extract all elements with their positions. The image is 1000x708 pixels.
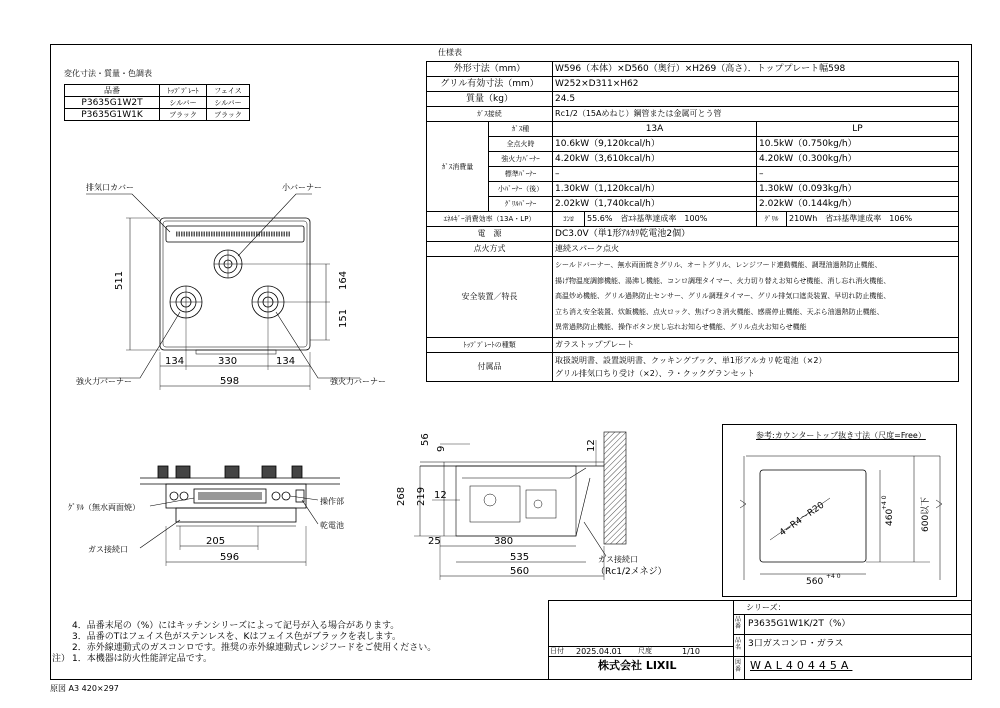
dim-25: 25 (428, 536, 441, 547)
cutout-600: 600以下 (921, 496, 931, 532)
spec-row-13a: 4.20kW（3,610kcal/h） (553, 152, 757, 167)
label-hinmei: 品名 (735, 637, 742, 651)
spec-row-label: 小ﾊﾞｰﾅｰ（後） (489, 182, 553, 197)
spec-acc-label: 付属品 (427, 353, 553, 382)
spec-row-lp: 2.02kW（0.144kg/h） (757, 197, 959, 212)
date-value: 2025.04.01 (576, 647, 622, 656)
spec-eff-grill: ｸﾞﾘﾙ (757, 212, 787, 227)
spec-gasconn-label: ｶﾞｽ接続 (427, 107, 553, 122)
cutout-title: 参考:カウンタートップ抜き寸法（尺度=Free） (756, 431, 926, 440)
spec-grill-label: グリル有効寸法（mm） (427, 77, 553, 92)
label-zuban: 図番 (735, 659, 742, 673)
date-label: 日付 (550, 647, 564, 655)
spec-power-label: 電 源 (427, 227, 553, 242)
label-side-gas-port: ガス接続口 (598, 555, 638, 564)
label-hinban: 品番 (735, 616, 742, 630)
spec-row-lp: – (757, 167, 959, 182)
spec-row-label: ｸﾞﾘﾙﾊﾞｰﾅｰ (489, 197, 553, 212)
cutout-460: 460 (885, 508, 895, 526)
spec-title: 仕様表 (438, 48, 462, 57)
variants-row-model: P3635G1W1K (65, 109, 160, 121)
note-4: 4．品番末尾の（%）にはキッチンシリーズによって記号が入る場合があります。 (72, 621, 400, 631)
spec-ign-label: 点火方式 (427, 242, 553, 257)
spec-eff-grill-value: 210Wh 省ｴﾈ基準達成率 106% (787, 212, 959, 227)
spec-row-lp: 1.30kW（0.093kg/h） (757, 182, 959, 197)
spec-row-label: 全点火時 (489, 137, 553, 152)
spec-gas-13a: 13A (553, 122, 757, 137)
dim-596: 596 (220, 552, 240, 563)
title-block (548, 600, 972, 680)
variants-row-top: ブラック (160, 109, 207, 121)
spec-dims-label: 外形寸法（mm） (427, 62, 553, 77)
dim-12-top: 12 (586, 439, 597, 452)
label-side-rc: （Rc1/2メネジ） (596, 567, 667, 577)
label-strong-left: 強火力バーナー (76, 377, 132, 386)
label-ops: 操作部 (320, 497, 344, 506)
variants-row-face: シルバー (207, 97, 250, 109)
variants-header-face: フェイス (207, 85, 250, 97)
note-1: 1．本機器は防火性能評定品です。 (72, 654, 213, 664)
label-small-burner: 小バーナー (282, 183, 322, 192)
spec-gastype-label: ｶﾞｽ種 (489, 122, 553, 137)
spec-eff-label: ｴﾈﾙｷﾞｰ消費効率（13A・LP） (427, 212, 553, 227)
variants-title: 変化寸法・質量・色調表 (64, 69, 152, 78)
safety-line: 異常過熱防止機能、操作ボタン戻し忘れお知らせ機能、グリル点火お知らせ機能 (555, 323, 807, 332)
spec-row-lp: 10.5kW（0.750kg/h） (757, 137, 959, 152)
spec-safety-label: 安全装置／特長 (427, 257, 553, 338)
dim-598: 598 (220, 376, 240, 387)
dim-151: 151 (338, 308, 349, 328)
note-2: 2．赤外線連動式のガスコンロです。推奨の赤外線連動式レンジフードをご使用ください。 (72, 643, 437, 653)
spec-mass-value: 24.5 (553, 92, 959, 107)
spec-row-13a: 2.02kW（1,740kcal/h） (553, 197, 757, 212)
dim-205: 205 (206, 536, 226, 547)
spec-power-value: DC3.0V（単1形ｱﾙｶﾘ乾電池2個） (553, 227, 959, 242)
company-name: 株式会社 LIXIL (598, 659, 677, 672)
dim-134-left: 134 (165, 356, 185, 367)
spec-gasconn-value: Rc1/2（15Aめねじ）鋼管または金属可とう管 (553, 107, 959, 122)
label-exhaust: 排気口カバー (86, 183, 134, 192)
dim-134-right: 134 (276, 356, 296, 367)
variants-row-model: P3635G1W2T (65, 97, 160, 109)
safety-line: 高温炒め機能、グリル過熱防止センサー、グリル調理タイマー、グリル排気口遮炎装置、早切れ防止機能、 (555, 292, 891, 301)
label-front-gas-port: ガス接続口 (88, 545, 128, 554)
note-3: 3．品番のTはフェイス色がステンレスを、Kはフェイス色がブラックを表します。 (72, 632, 402, 642)
dim-560: 560 (510, 566, 530, 577)
spec-grill-value: W252×D311×H62 (553, 77, 959, 92)
notes-prefix: 注） (52, 654, 71, 664)
dim-219: 219 (416, 486, 427, 506)
dim-535: 535 (510, 552, 530, 563)
label-strong-right: 強火力バーナー (330, 377, 386, 386)
safety-line: シールドバーナー、無水両面焼きグリル、オートグリル、レンジフード連動機能、調理油過熱防止機能、 (555, 261, 882, 270)
spec-dims-value: W596（本体）×D560（奥行）×H269（高さ）．トッププレート幅598 (553, 62, 959, 77)
series-label: シリーズ： (746, 603, 786, 612)
spec-row-13a: 10.6kW（9,120kcal/h） (553, 137, 757, 152)
acc-line: グリル排気口ちり受け（×2）、ラ・クックグランセット (555, 369, 755, 378)
spec-gas-lp: LP (757, 122, 959, 137)
scale-value: 1/10 (682, 647, 700, 656)
scale-label: 尺度 (638, 647, 652, 655)
name-value: 3口ガスコンロ・ガラス (748, 639, 844, 649)
paper-size: 原図 A3 420×297 (50, 684, 119, 693)
spec-row-label: 標準ﾊﾞｰﾅｰ (489, 167, 553, 182)
spec-row-13a: 1.30kW（1,120kcal/h） (553, 182, 757, 197)
spec-ign-value: 連続スパーク点火 (553, 242, 959, 257)
variants-row-top: シルバー (160, 97, 207, 109)
spec-row-lp: 4.20kW（0.300kg/h） (757, 152, 959, 167)
spec-top-value: ガラストッププレート (553, 338, 959, 353)
spec-eff-konro-value: 55.6% 省ｴﾈ基準達成率 100% (585, 212, 757, 227)
variants-row-face: ブラック (207, 109, 250, 121)
spec-mass-label: 質量（kg） (427, 92, 553, 107)
dim-380: 380 (494, 536, 514, 547)
spec-top-label: ﾄｯﾌﾟﾌﾟﾚｰﾄの種類 (427, 338, 553, 353)
cutout-radius: 4−R4〜R20 (777, 500, 827, 539)
cutout-560: 560 (806, 577, 824, 587)
variants-header-model: 品番 (65, 85, 160, 97)
dim-511: 511 (114, 270, 125, 290)
spec-row-13a: – (553, 167, 757, 182)
dim-12: 12 (434, 490, 447, 501)
dim-330: 330 (218, 356, 238, 367)
spec-eff-konro: ｺﾝﾛ (553, 212, 585, 227)
cutout-460-tol: +4 0 (881, 495, 888, 510)
model-value: P3635G1W1K/2T（%） (748, 619, 851, 629)
dim-9: 9 (436, 445, 447, 452)
drawing-code: WAL40445A (750, 659, 853, 672)
label-battery: 乾電池 (320, 521, 344, 530)
dim-164: 164 (338, 270, 349, 290)
spec-gascons-label: ｶﾞｽ消費量 (427, 122, 489, 212)
dim-268: 268 (396, 486, 407, 506)
spec-row-label: 強火力ﾊﾞｰﾅｰ (489, 152, 553, 167)
safety-line: 立ち消え安全装置、炊飯機能、点火ロック、焦げつき消火機能、感震停止機能、天ぷら油過熱防止機能、 (555, 307, 884, 316)
safety-line: 揚げ物温度調節機能、湯沸し機能、コンロ調理タイマー、火力切り替えお知らせ機能、消し忘れ消火機能、 (555, 276, 891, 285)
dim-56: 56 (420, 433, 431, 446)
cutout-560-tol: +4 0 (826, 573, 841, 580)
label-grill: ｸﾞﾘﾙ（無水両面焼） (68, 503, 140, 512)
acc-line: 取扱説明書、設置説明書、クッキングブック、単1形アルカリ乾電池（×2） (555, 356, 827, 365)
variants-header-top: ﾄｯﾌﾟﾌﾟﾚｰﾄ (160, 85, 207, 97)
